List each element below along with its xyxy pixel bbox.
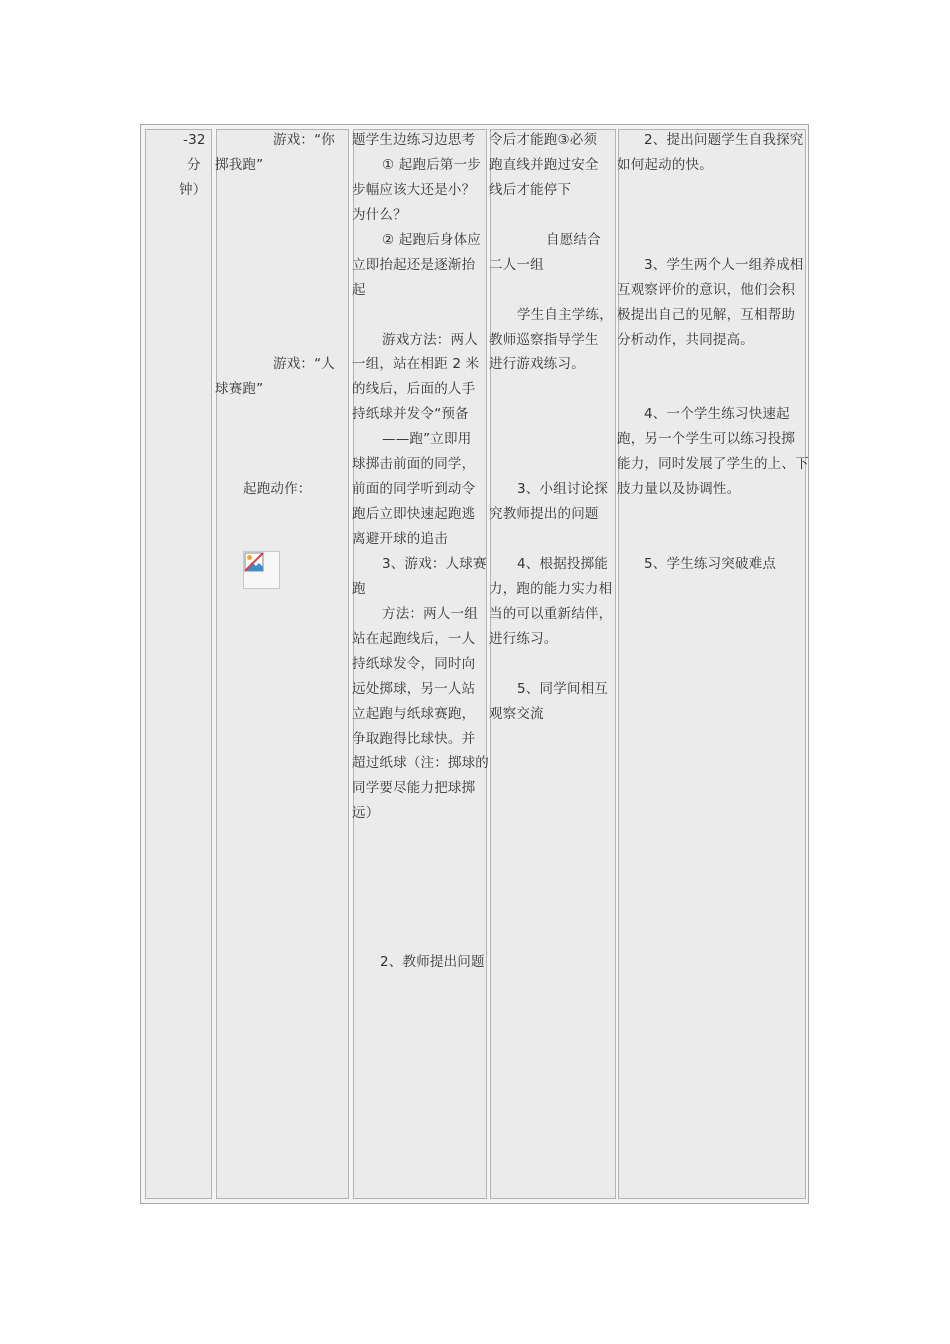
col3-line: 站在起跑线后，一人 xyxy=(352,631,476,647)
col5-line: 如何起动的快。 xyxy=(617,157,713,173)
col3-line: 离避开球的追击 xyxy=(352,531,448,547)
col4-line: 跑直线并跑过安全 xyxy=(489,157,599,173)
col5-line: 5、学生练习突破难点 xyxy=(644,556,777,572)
col5-line: 互观察评价的意识，他们会积 xyxy=(617,282,796,298)
col3-line: 游戏方法：两人 xyxy=(382,332,478,348)
col3-line: 起 xyxy=(352,282,366,298)
col4-line: 4、根据投掷能 xyxy=(517,556,608,572)
broken-image-icon xyxy=(243,551,280,589)
game1-title: 游戏：“你 xyxy=(273,132,335,148)
col5-line: 分析动作，共同提高。 xyxy=(617,332,754,348)
col5-line: 极提出自己的见解，互相帮助 xyxy=(617,307,796,323)
col4-line: 3、小组讨论探 xyxy=(517,481,608,497)
col3-line: 立起跑与纸球赛跑， xyxy=(352,706,476,722)
student-activity-cell xyxy=(490,129,616,1199)
col4-line: 线后才能停下 xyxy=(489,182,572,198)
col4-line: 教师巡察指导学生 xyxy=(489,332,599,348)
content-cell xyxy=(216,129,349,1199)
game2-title-cont: 球赛跑” xyxy=(215,381,264,397)
col5-line: 2、提出问题学生自我探究 xyxy=(644,132,804,148)
col3-line: 跑后立即快速起跑逃 xyxy=(352,506,476,522)
col3-line: 方法：两人一组 xyxy=(382,606,478,622)
col3-line: ② 起跑后身体应 xyxy=(382,232,481,248)
col5-line: 肢力量以及协调性。 xyxy=(617,481,741,497)
col4-line: 5、同学间相互 xyxy=(517,681,608,697)
col5-line: 3、学生两个人一组养成相 xyxy=(644,257,804,273)
col3-line: 题学生边练习边思考 xyxy=(352,132,476,148)
col5-line: 能力，同时发展了学生的上、下 xyxy=(617,456,809,472)
col3-line: 立即抬起还是逐渐抬 xyxy=(352,257,476,273)
col3-line: 争取跑得比球快。并 xyxy=(352,731,476,747)
col3-line: 2、教师提出问题 xyxy=(380,954,485,970)
col3-line: 的线后，后面的人手 xyxy=(352,381,476,397)
col4-line: 进行游戏练习。 xyxy=(489,356,585,372)
game2-title: 游戏：“人 xyxy=(273,356,335,372)
col4-line: 究教师提出的问题 xyxy=(489,506,599,522)
col3-line: 球掷击前面的同学， xyxy=(352,456,476,472)
col3-line: 前面的同学听到动令 xyxy=(352,481,476,497)
col3-line: 步幅应该大还是小？ xyxy=(352,182,476,198)
time-value: -32 xyxy=(183,132,206,148)
col4-line: 力，跑的能力实力相 xyxy=(489,581,613,597)
col5-line: 跑，另一个学生可以练习投掷 xyxy=(617,431,796,447)
col5-line: 4、一个学生练习快速起 xyxy=(644,406,790,422)
col4-line: 学生自主学练， xyxy=(517,307,613,323)
time-cell xyxy=(145,129,212,1199)
col3-line: 3、游戏：人球赛 xyxy=(382,556,487,572)
col4-line: 二人一组 xyxy=(489,257,544,273)
col4-line: 令后才能跑③必须 xyxy=(489,132,598,148)
col4-line: 当的可以重新结伴， xyxy=(489,606,613,622)
col3-line: 远） xyxy=(352,805,380,821)
col3-line: 持纸球并发令“预备 xyxy=(352,406,469,422)
game1-title-cont: 掷我跑” xyxy=(215,157,264,173)
start-action-label: 起跑动作： xyxy=(243,481,312,497)
col4-line: 进行练习。 xyxy=(489,631,558,647)
col3-line: ① 起跑后第一步 xyxy=(382,157,481,173)
col4-line: 自愿结合 xyxy=(546,232,601,248)
col3-line: 持纸球发令，同时向 xyxy=(352,656,476,672)
col4-line: 观察交流 xyxy=(489,706,544,722)
col3-line: 超过纸球（注：掷球的 xyxy=(352,755,489,771)
col3-line: 跑 xyxy=(352,581,366,597)
col3-line: 为什么？ xyxy=(352,207,407,223)
col3-line: 一组，站在相距 2 米 xyxy=(352,356,480,372)
time-unit-1: 分 xyxy=(187,157,201,173)
time-unit-2: 钟） xyxy=(179,182,207,198)
col3-line: 同学要尽能力把球掷 xyxy=(352,780,476,796)
col3-line: 远处掷球，另一人站 xyxy=(352,681,476,697)
col3-line: ——跑”立即用 xyxy=(382,431,472,447)
